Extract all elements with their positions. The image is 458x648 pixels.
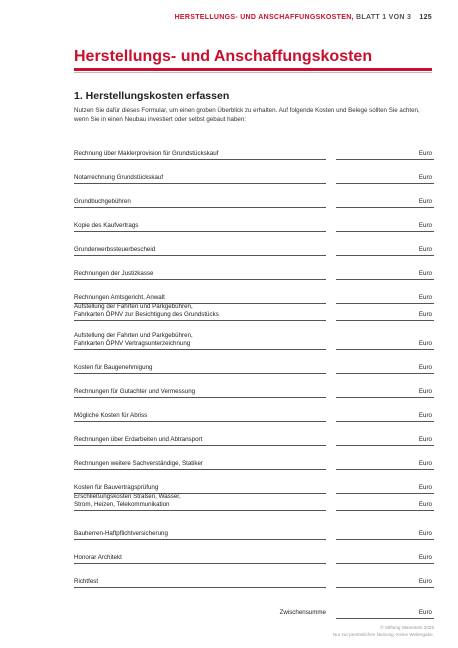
section-heading: 1. Herstellungskosten erfassen xyxy=(74,90,230,102)
cost-row xyxy=(74,354,434,374)
cost-row xyxy=(74,544,434,564)
cost-row-label: Rechnungen Amtsgericht, Anwalt xyxy=(74,293,165,301)
running-header xyxy=(175,14,432,21)
currency-label: Euro xyxy=(418,554,432,561)
currency-label: Euro xyxy=(418,460,432,467)
running-header-sheet: BLATT 1 VON 3 xyxy=(356,14,412,21)
cost-row-label: Aufstellung der Fahrten und Parkgebühren, Fahrkarten ÖPNV Vertragsunterzeichnung xyxy=(74,332,193,347)
cost-amount-field[interactable] xyxy=(336,397,434,398)
cost-row-label: Mögliche Kosten für Abriss xyxy=(74,411,148,419)
cost-amount-field[interactable] xyxy=(336,183,434,184)
cost-row-label: Kosten für Bauvertragsprüfung xyxy=(74,483,159,491)
currency-label: Euro xyxy=(418,222,432,229)
footer-copyright: © Stiftung Warentest 2025 xyxy=(380,625,434,630)
cost-row-label-line xyxy=(74,563,326,564)
subtotal-amount-field[interactable] xyxy=(336,618,434,619)
cost-amount-field[interactable] xyxy=(336,445,434,446)
cost-amount-field[interactable] xyxy=(336,373,434,374)
cost-row-label-line xyxy=(74,183,326,184)
cost-row-label: Kopie des Kaufvertrags xyxy=(74,221,139,229)
currency-label: Euro xyxy=(418,270,432,277)
title-rule-red xyxy=(74,68,432,71)
currency-label: Euro xyxy=(418,294,432,301)
cost-amount-field[interactable] xyxy=(336,320,434,321)
cost-amount-field[interactable] xyxy=(336,349,434,350)
title-rule-grey xyxy=(74,72,432,73)
cost-row-label-line xyxy=(74,510,326,511)
cost-row-label: Rechnungen weitere Sachverständige, Statiker xyxy=(74,459,203,467)
cost-row-label: Notarrechnung Grundstückskauf xyxy=(74,173,164,181)
cost-row xyxy=(74,330,434,350)
cost-row-label-line xyxy=(74,539,326,540)
cost-row xyxy=(74,212,434,232)
page-number: 125 xyxy=(419,14,432,21)
cost-row xyxy=(74,260,434,280)
cost-row-label: Bauherren-Haftpflichtversicherung xyxy=(74,529,168,537)
cost-row-label: Rechnungen über Erdarbeiten und Abtransport xyxy=(74,435,203,443)
cost-row xyxy=(74,378,434,398)
cost-amount-field[interactable] xyxy=(336,231,434,232)
currency-label: Euro xyxy=(418,530,432,537)
cost-row xyxy=(74,188,434,208)
currency-label: Euro xyxy=(418,501,432,508)
cost-row-label-line xyxy=(74,349,326,350)
cost-amount-field[interactable] xyxy=(336,563,434,564)
currency-label: Euro xyxy=(418,364,432,371)
cost-row xyxy=(74,450,434,470)
cost-row-label-line xyxy=(74,373,326,374)
cost-amount-field[interactable] xyxy=(336,279,434,280)
currency-label: Euro xyxy=(418,578,432,585)
page-title: Herstellungs- und Anschaffungskosten xyxy=(74,48,373,65)
cost-row xyxy=(74,236,434,256)
cost-row xyxy=(74,140,434,160)
cost-row xyxy=(74,426,434,446)
cost-row xyxy=(74,491,434,511)
currency-label: Euro xyxy=(418,340,432,347)
cost-row-label-line xyxy=(74,231,326,232)
currency-label: Euro xyxy=(418,436,432,443)
cost-row-label-line xyxy=(74,469,326,470)
running-header-section: HERSTELLUNGS- UND ANSCHAFFUNGSKOSTEN, xyxy=(174,14,354,21)
cost-row-label-line xyxy=(74,445,326,446)
intro-text: Nutzen Sie dafür dieses Formular, um einen groben Überblick zu erhalten. Auf folgende Kosten und Belege sollten Sie achten, wenn Sie in einen Neubau investiert oder selbst gebaut haben: xyxy=(74,107,420,123)
footer-notice: Nur zur persönlichen Nutzung. Keine Weitergabe. xyxy=(332,631,434,637)
currency-label: Euro xyxy=(418,388,432,395)
cost-amount-field[interactable] xyxy=(336,207,434,208)
cost-amount-field[interactable] xyxy=(336,510,434,511)
subtotal-row xyxy=(74,599,434,619)
cost-amount-field[interactable] xyxy=(336,587,434,588)
cost-row-label: Rechnungen für Gutachter und Vermessung xyxy=(74,387,196,395)
cost-amount-field[interactable] xyxy=(336,539,434,540)
cost-row-label-line xyxy=(74,397,326,398)
cost-amount-field[interactable] xyxy=(336,469,434,470)
cost-row-label: Rechnungen der Justizkasse xyxy=(74,269,154,277)
cost-row-label-line xyxy=(74,320,326,321)
cost-row xyxy=(74,520,434,540)
currency-label: Euro xyxy=(418,246,432,253)
cost-row xyxy=(74,164,434,184)
currency-label: Euro xyxy=(418,311,432,318)
subtotal-label: Zwischensumme xyxy=(279,608,326,616)
currency-label: Euro xyxy=(418,412,432,419)
cost-row-label: Rechnung über Maklerprovision für Grundstückskauf xyxy=(74,149,219,157)
cost-row-label: Kosten für Baugenehmigung xyxy=(74,363,153,371)
currency-label: Euro xyxy=(418,150,432,157)
cost-row xyxy=(74,301,434,321)
currency-label: Euro xyxy=(418,609,432,616)
cost-row-label-line xyxy=(74,159,326,160)
cost-row-label-line xyxy=(74,255,326,256)
cost-row-label-line xyxy=(74,207,326,208)
footer xyxy=(333,625,434,638)
cost-row-label-line xyxy=(74,587,326,588)
currency-label: Euro xyxy=(418,174,432,181)
cost-row-label-line xyxy=(74,421,326,422)
cost-row-label: Erschließungskosten Straßen, Wasser, Strom, Heizen, Telekommunikation xyxy=(74,493,181,508)
cost-row-label: Grundbuchgebühren xyxy=(74,197,131,205)
cost-row xyxy=(74,568,434,588)
cost-row-label: Honorar Architekt xyxy=(74,553,122,561)
currency-label: Euro xyxy=(418,484,432,491)
cost-row-label: Richtfest xyxy=(74,577,99,585)
cost-row xyxy=(74,402,434,422)
cost-amount-field[interactable] xyxy=(336,421,434,422)
cost-row-label-line xyxy=(74,279,326,280)
cost-row-label: Grunderwerbssteuerbescheid xyxy=(74,245,156,253)
cost-row-label: Aufstellung der Fahrten und Parkgebühren, Fahrkarten ÖPNV zur Besichtigung des Grundstücks xyxy=(74,303,219,318)
currency-label: Euro xyxy=(418,198,432,205)
cost-amount-field[interactable] xyxy=(336,255,434,256)
cost-amount-field[interactable] xyxy=(336,159,434,160)
